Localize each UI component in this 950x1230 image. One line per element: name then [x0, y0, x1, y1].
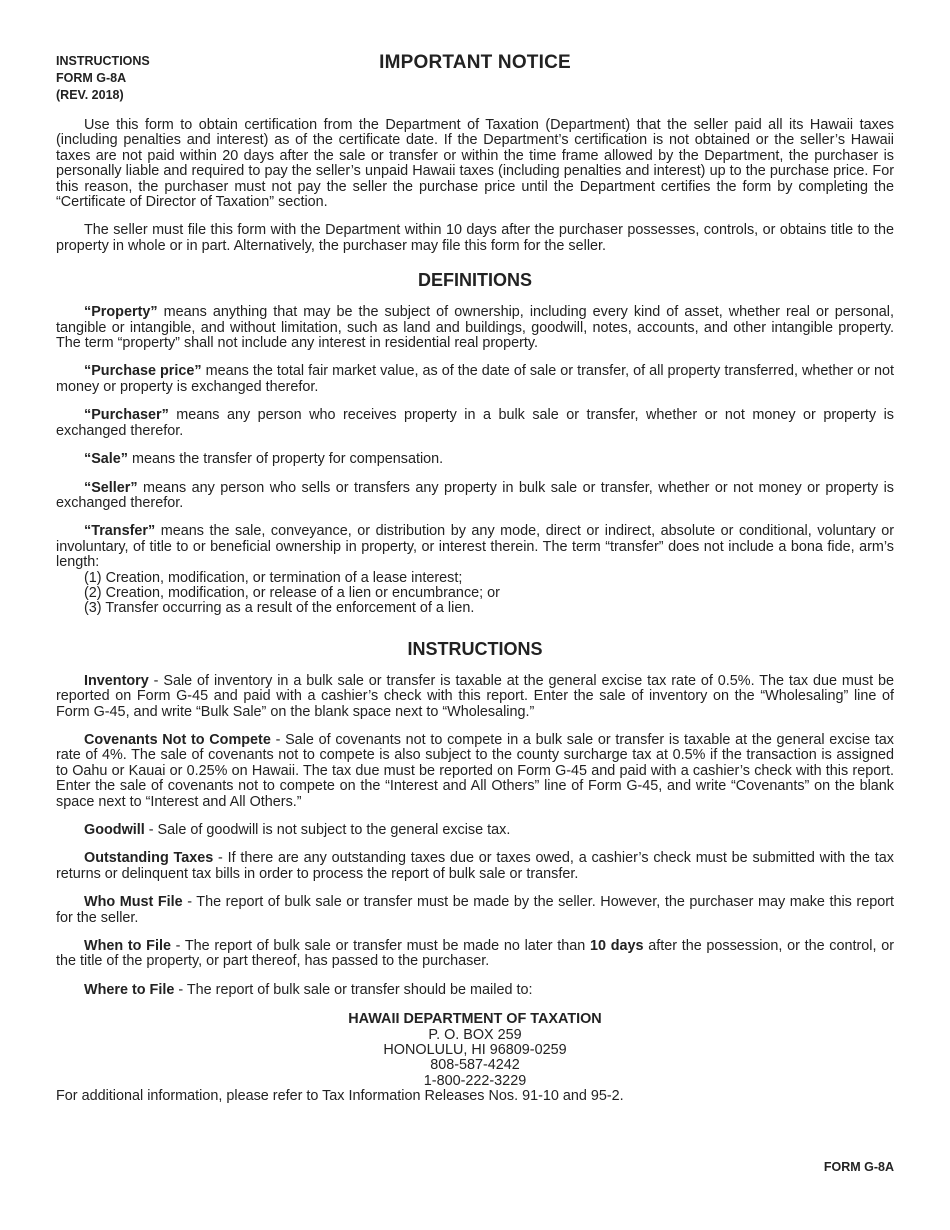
address-organization: HAWAII DEPARTMENT OF TAXATION [348, 1011, 602, 1028]
page-title: IMPORTANT NOTICE [379, 52, 571, 73]
instruction-text: - Sale of goodwill is not subject to the general excise tax. [144, 822, 511, 838]
instruction-outstanding-taxes [56, 851, 894, 882]
definition-sale [56, 452, 894, 467]
list-item: (3) Transfer occurring as a result of the enforcement of a lien. [84, 600, 475, 617]
instruction-text: - Sale of inventory in a bulk sale or transfer is taxable at the general excise tax rate of 0.5%. The tax due must be reported on Form G-45 and paid with a cashier’s check with this report. Enter the sale of inventory on the “Wholesaling” line of Form G-45, and write “Bulk Sale” on the blank space next to “Wholesaling.” [56, 672, 894, 720]
transfer-exclusions-list [84, 571, 894, 617]
instruction-term: Covenants Not to Compete [84, 731, 271, 748]
definition-property [56, 305, 894, 351]
definition-term: “Property” [84, 304, 158, 321]
instruction-text: after the possession, or the control, or the title of the property, or part thereof, has passed to the purchaser. [56, 938, 894, 970]
definition-term: “Purchase price” [84, 363, 202, 380]
deadline-emphasis: 10 days [589, 938, 644, 955]
definition-text: means the total fair market value, as of the date of sale or transfer, of all property transferred, whether or not money or property is exchanged therefor. [56, 363, 895, 395]
definition-text: means any person who sells or transfers any property in bulk sale or transfer, whether or not money or property is exchanged therefor. [56, 479, 894, 511]
definition-term: “Sale” [84, 451, 128, 468]
definition-text: means the transfer of property for compensation. [128, 451, 444, 468]
instructions-heading: INSTRUCTIONS [407, 638, 543, 659]
notice-paragraph-1: Use this form to obtain certification from the Department of Taxation (Department) that the seller paid all its Hawaii taxes (including penalties and interest) as of the certificate date. If the Department’s certification is not obtained or the seller’s Hawaii taxes are not paid within 20 days after the sale or transfer or within the time frame allowed by the Department, the purchaser is personally liable and required to pay the seller’s unpaid Hawaii taxes (including penalties and interest) up to the purchase price. For this reason, the purchaser must not pay the seller the purchase price until the Department certifies the form by completing the “Certificate of Director of Taxation” section. [56, 117, 894, 211]
definition-term: “Seller” [84, 479, 138, 496]
address-city: HONOLULU, HI 96809-0259 [383, 1042, 567, 1059]
document-body [56, 118, 894, 1105]
instruction-inventory [56, 674, 894, 720]
instruction-when-to-file [56, 939, 894, 970]
definitions-heading: DEFINITIONS [417, 270, 532, 291]
instruction-who-must-file [56, 895, 894, 926]
instruction-term: Inventory [84, 672, 149, 689]
list-item: (2) Creation, modification, or release of a lien or encumbrance; or [84, 584, 500, 601]
instruction-term: When to File [84, 938, 171, 955]
list-item: (1) Creation, modification, or termination of a lease interest; [84, 569, 463, 586]
definition-text: means any person who receives property in a bulk sale or transfer, whether or not money or property is exchanged therefor. [56, 407, 894, 439]
instruction-where-to-file [56, 983, 894, 998]
definition-text: means the sale, conveyance, or distribution by any mode, direct or indirect, absolute or conditional, voluntary or involuntary, of title to or beneficial ownership in property, or interest therein. The term “transfer” does not include a bona fide, arm’s length: [56, 523, 894, 571]
definition-term: “Purchaser” [84, 407, 169, 424]
instruction-term: Outstanding Taxes [84, 850, 214, 867]
address-po-box: P. O. BOX 259 [428, 1026, 522, 1043]
instruction-text: - Sale of covenants not to compete in a bulk sale or transfer is taxable at the general excise tax rate of 4%. The sale of covenants not to compete is also subject to the county surcharge tax at 0.5% if the transaction is assigned to Oahu or Kauai or 0.25% on Hawaii. The tax due must be reported on Form G-45 and paid with a cashier’s check with this report. Enter the sale of covenants not to compete on the “Interest and All Others” line of Form G-45, and write “Covenants” on the blank space next to “Interest and All Others.” [56, 731, 894, 810]
instruction-covenants [56, 733, 894, 810]
form-footer-label: FORM G-8A [823, 1160, 894, 1174]
notice-paragraph-2: The seller must file this form with the Department within 10 days after the purchaser possesses, controls, or obtains title to the property in whole or in part. Alternatively, the purchaser may file this form for the seller. [56, 222, 894, 254]
instruction-text: - The report of bulk sale or transfer must be made no later than [170, 938, 590, 955]
instruction-term: Goodwill [84, 822, 145, 838]
instruction-text: - The report of bulk sale or transfer must be made by the seller. However, the purchaser may make this report for the seller. [56, 894, 894, 926]
instruction-term: Where to File [84, 981, 175, 998]
definition-text: means anything that may be the subject of ownership, including every kind of asset, whether real or personal, tangible or intangible, and without limitation, such as land and buildings, goodwill, notes, accounts, and other intangible property. The term “property” shall not include any interest in residential real property. [56, 304, 894, 352]
definition-seller [56, 481, 894, 512]
definition-term: “Transfer” [84, 523, 156, 540]
address-phone-local: 808-587-4242 [430, 1057, 520, 1074]
mailing-address [56, 1012, 894, 1089]
instruction-term: Who Must File [84, 894, 183, 911]
form-type-label: INSTRUCTIONS [56, 54, 150, 68]
instruction-text: - The report of bulk sale or transfer should be mailed to: [174, 981, 533, 998]
instruction-goodwill [56, 823, 894, 838]
definition-purchase-price [56, 364, 894, 395]
definition-transfer [56, 524, 894, 570]
address-phone-tollfree: 1-800-222-3229 [423, 1072, 527, 1089]
instruction-text: - If there are any outstanding taxes due or taxes owed, a cashier’s check must be submitted with the tax returns or delinquent tax bills in order to process the report of bulk sale or transfer. [56, 850, 895, 882]
definition-purchaser [56, 408, 894, 439]
form-number-label: FORM G-8A [56, 71, 127, 85]
additional-info-note: For additional information, please refer to Tax Information Releases Nos. 91-10 and 95-2. [56, 1088, 624, 1105]
form-revision-label: (REV. 2018) [56, 88, 124, 102]
